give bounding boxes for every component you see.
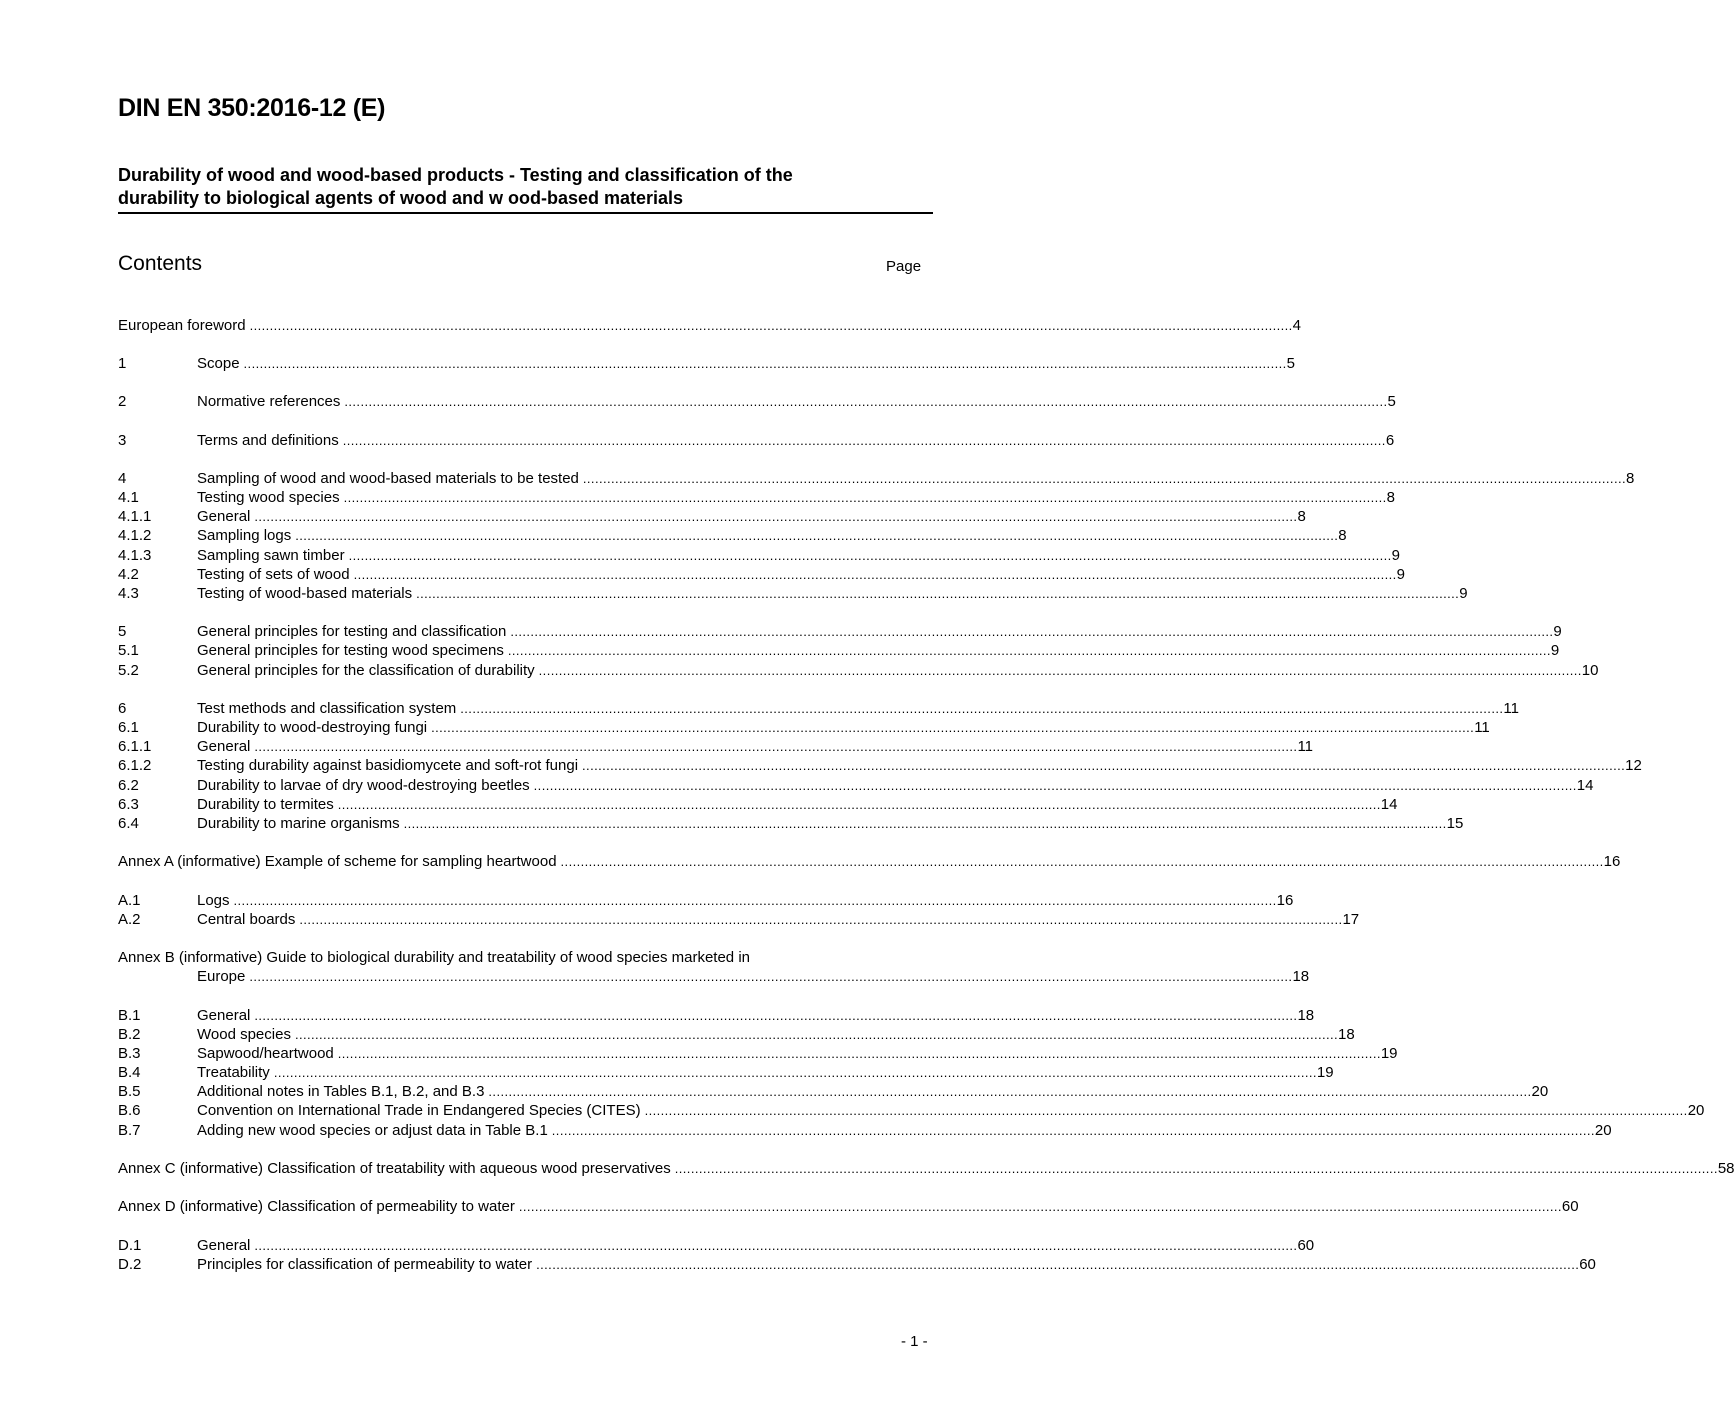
toc-entry-page: 20 bbox=[1531, 1083, 1549, 1100]
toc-entry-line bbox=[197, 488, 1396, 507]
toc-entry-number: 6 bbox=[118, 700, 127, 717]
toc-entry-line bbox=[197, 392, 1396, 411]
toc-entry[interactable] bbox=[118, 1159, 1735, 1178]
toc-entry-title: Durability to wood-destroying fungi bbox=[197, 719, 428, 736]
toc-entry-page: 12 bbox=[1625, 757, 1642, 774]
toc-entry[interactable] bbox=[118, 622, 1562, 641]
toc-entry[interactable] bbox=[118, 1082, 1549, 1101]
toc-entry-line bbox=[197, 756, 1642, 775]
toc-entry-page: 11 bbox=[1503, 700, 1519, 717]
toc-entry-number: A.2 bbox=[118, 911, 141, 928]
toc-entry-line bbox=[118, 316, 1302, 335]
toc-entry-number: 5.2 bbox=[118, 662, 139, 679]
toc-entry-title: Logs bbox=[197, 892, 230, 909]
toc-entry[interactable] bbox=[118, 546, 1400, 565]
toc-entry-line bbox=[197, 1025, 1355, 1044]
toc-entry-line bbox=[197, 584, 1468, 603]
toc-entry-page: 5 bbox=[1286, 355, 1295, 372]
toc-entry-title: Treatability bbox=[197, 1064, 270, 1081]
toc-dot-leader: .................................................................................................................................................................................................................................................................... bbox=[294, 1027, 1339, 1042]
toc-entry-page: 20 bbox=[1687, 1102, 1705, 1119]
toc-entry-number: B.4 bbox=[118, 1064, 141, 1081]
toc-entry-line bbox=[197, 1236, 1315, 1255]
toc-entry-line bbox=[197, 1044, 1398, 1063]
toc-entry-number: D.2 bbox=[118, 1256, 142, 1273]
toc-entry-title: Terms and definitions bbox=[197, 432, 339, 449]
toc-dot-leader: .................................................................................................................................................................................................................................................................... bbox=[353, 567, 1397, 582]
toc-dot-leader: .................................................................................................................................................................................................................................................................... bbox=[299, 912, 1343, 927]
toc-dot-leader: .................................................................................................................................................................................................................................................................... bbox=[337, 1046, 1381, 1061]
toc-entry-number: 6.1.1 bbox=[118, 738, 152, 755]
toc-entry-page: 19 bbox=[1316, 1064, 1334, 1081]
toc-entry-line bbox=[197, 910, 1360, 929]
toc-dot-leader: .................................................................................................................................................................................................................................................................... bbox=[249, 318, 1293, 333]
toc-entry-title: Central boards bbox=[197, 911, 296, 928]
toc-entry-number: B.7 bbox=[118, 1122, 141, 1139]
toc-entry[interactable] bbox=[118, 1121, 1612, 1140]
toc-entry-page: 18 bbox=[1338, 1026, 1355, 1043]
toc-dot-leader: .................................................................................................................................................................................................................................................................... bbox=[510, 624, 1554, 639]
contents-heading: Contents bbox=[118, 252, 203, 275]
toc-entry-title: Sapwood/heartwood bbox=[197, 1045, 334, 1062]
toc-dot-leader: .................................................................................................................................................................................................................................................................... bbox=[507, 643, 1551, 658]
toc-entry[interactable] bbox=[118, 488, 1396, 507]
subtitle-line-1: Durability of wood and wood-based products - Testing and classification of the bbox=[118, 165, 793, 185]
toc-entry-number: 2 bbox=[118, 393, 127, 410]
toc-entry-number: 4.2 bbox=[118, 566, 139, 583]
toc-entry-line bbox=[197, 354, 1295, 373]
toc-entry-number: B.3 bbox=[118, 1045, 141, 1062]
toc-entry-title: Annex A (informative) Example of scheme for sampling heartwood bbox=[118, 853, 557, 870]
toc-dot-leader: .................................................................................................................................................................................................................................................................... bbox=[337, 797, 1381, 812]
toc-entry-line bbox=[197, 431, 1395, 450]
toc-entry-page: 5 bbox=[1387, 393, 1396, 410]
toc-entry-page: 8 bbox=[1338, 527, 1347, 544]
toc-entry[interactable] bbox=[118, 1197, 1579, 1216]
toc-entry-title: Durability to larvae of dry wood-destroying beetles bbox=[197, 777, 530, 794]
toc-entry-title: Wood species bbox=[197, 1026, 291, 1043]
toc-entry-title: Convention on International Trade in Endangered Species (CITES) bbox=[197, 1102, 641, 1119]
toc-dot-leader: .................................................................................................................................................................................................................................................................... bbox=[460, 701, 1504, 716]
toc-entry-line bbox=[197, 661, 1599, 680]
toc-entry-page: 14 bbox=[1576, 777, 1594, 794]
toc-entry-number: 4.1.1 bbox=[118, 508, 152, 525]
toc-dot-leader: .................................................................................................................................................................................................................................................................... bbox=[431, 720, 1475, 735]
document-id: DIN EN 350:2016-12 (E) bbox=[118, 94, 386, 122]
page-column-heading: Page bbox=[886, 258, 922, 275]
toc-entry-number: 4.3 bbox=[118, 585, 139, 602]
toc-entry-title: General principles for the classification of durability bbox=[197, 662, 535, 679]
toc-entry-page: 20 bbox=[1594, 1122, 1612, 1139]
toc-dot-leader: .................................................................................................................................................................................................................................................................... bbox=[488, 1084, 1532, 1099]
toc-entry-number: 4 bbox=[118, 470, 127, 487]
toc-entry-title: Durability to termites bbox=[197, 796, 334, 813]
toc-entry-line bbox=[118, 852, 1621, 871]
toc-dot-leader: .................................................................................................................................................................................................................................................................... bbox=[233, 893, 1277, 908]
toc-entry-page: 4 bbox=[1292, 317, 1302, 334]
toc-entry-line bbox=[197, 469, 1635, 488]
toc-dot-leader: .................................................................................................................................................................................................................................................................... bbox=[403, 816, 1447, 831]
toc-entry[interactable] bbox=[118, 795, 1398, 814]
toc-entry-line bbox=[197, 737, 1314, 756]
toc-dot-leader: .................................................................................................................................................................................................................................................................... bbox=[254, 1008, 1298, 1023]
toc-entry[interactable] bbox=[118, 431, 1395, 450]
toc-entry-title: Principles for classification of permeability to water bbox=[197, 1256, 533, 1273]
toc-entry-number: 1 bbox=[118, 355, 127, 372]
toc-entry-number: 5.1 bbox=[118, 642, 139, 659]
toc-entry[interactable] bbox=[118, 776, 1594, 795]
toc-entry-page: 60 bbox=[1561, 1198, 1579, 1215]
toc-entry[interactable] bbox=[118, 565, 1406, 584]
toc-dot-leader: .................................................................................................................................................................................................................................................................... bbox=[254, 509, 1298, 524]
toc-entry-title-first-line: Annex B (informative) Guide to biological durability and treatability of wood species marketed in bbox=[118, 949, 750, 966]
toc-entry-number: B.1 bbox=[118, 1007, 141, 1024]
toc-entry-line bbox=[197, 622, 1562, 641]
toc-dot-leader: .................................................................................................................................................................................................................................................................... bbox=[538, 663, 1582, 678]
toc-entry-page: 16 bbox=[1603, 853, 1621, 870]
toc-entry-page: 58 bbox=[1717, 1160, 1735, 1177]
toc-entry[interactable] bbox=[118, 1255, 1596, 1274]
toc-entry-page: 8 bbox=[1625, 470, 1635, 487]
subtitle-line-2: durability to biological agents of wood and w ood-based materials bbox=[118, 188, 684, 208]
footer-page-number: - 1 - bbox=[901, 1333, 928, 1350]
toc-entry-page: 60 bbox=[1579, 1256, 1596, 1273]
toc-entry-line bbox=[197, 1082, 1549, 1101]
toc-dot-leader: .................................................................................................................................................................................................................................................................... bbox=[582, 758, 1626, 773]
toc-entry-number: 4.1 bbox=[118, 489, 139, 506]
toc-dot-leader: .................................................................................................................................................................................................................................................................... bbox=[344, 394, 1388, 409]
toc-entry[interactable] bbox=[118, 948, 1310, 986]
toc-entry-number: 4.1.3 bbox=[118, 547, 152, 564]
toc-entry-line bbox=[197, 565, 1406, 584]
toc-entry-title: General bbox=[197, 1007, 251, 1024]
toc-dot-leader: .................................................................................................................................................................................................................................................................... bbox=[348, 548, 1392, 563]
toc-entry-page: 9 bbox=[1396, 566, 1406, 583]
toc-entry-number: 6.4 bbox=[118, 815, 139, 832]
toc-entry-page: 9 bbox=[1550, 642, 1560, 659]
toc-dot-leader: .................................................................................................................................................................................................................................................................... bbox=[644, 1103, 1688, 1118]
toc-entry-page: 11 bbox=[1474, 719, 1490, 736]
toc-entry-number: 6.1.2 bbox=[118, 757, 152, 774]
toc-entry[interactable] bbox=[118, 718, 1490, 737]
toc-entry[interactable] bbox=[118, 891, 1294, 910]
toc-entry-title: Annex C (informative) Classification of treatability with aqueous wood preservatives bbox=[118, 1160, 671, 1177]
toc-dot-leader: .................................................................................................................................................................................................................................................................... bbox=[560, 854, 1604, 869]
toc-entry[interactable] bbox=[118, 1063, 1334, 1082]
toc-entry-title: General bbox=[197, 508, 251, 525]
toc-entry-page: 8 bbox=[1297, 508, 1306, 525]
toc-dot-leader: .................................................................................................................................................................................................................................................................... bbox=[254, 1238, 1298, 1253]
toc-entry-title: Testing durability against basidiomycete and soft-rot fungi bbox=[197, 757, 579, 774]
toc-entry-title: Europe bbox=[197, 968, 246, 985]
toc-entry[interactable] bbox=[118, 1236, 1315, 1255]
toc-entry-page: 9 bbox=[1459, 585, 1468, 602]
toc-dot-leader: .................................................................................................................................................................................................................................................................... bbox=[551, 1123, 1595, 1138]
toc-entry[interactable] bbox=[118, 316, 1302, 335]
toc-entry-number: B.2 bbox=[118, 1026, 141, 1043]
toc-entry[interactable] bbox=[118, 1006, 1315, 1025]
toc-entry-page: 60 bbox=[1297, 1237, 1315, 1254]
toc-entry-page: 9 bbox=[1391, 547, 1400, 564]
toc-entry-title: Scope bbox=[197, 355, 240, 372]
toc-entry-number: D.1 bbox=[118, 1237, 142, 1254]
toc-entry[interactable] bbox=[118, 584, 1468, 603]
toc-dot-leader: .................................................................................................................................................................................................................................................................... bbox=[273, 1065, 1317, 1080]
toc-entry-page: 14 bbox=[1380, 796, 1398, 813]
toc-entry-page: 18 bbox=[1297, 1007, 1315, 1024]
toc-entry-title: General bbox=[197, 1237, 251, 1254]
toc-entry-page: 18 bbox=[1292, 968, 1310, 985]
toc-entry-page: 19 bbox=[1380, 1045, 1398, 1062]
toc-entry-title: Durability to marine organisms bbox=[197, 815, 400, 832]
toc-entry-line bbox=[197, 526, 1347, 545]
toc-entry-number: B.6 bbox=[118, 1102, 141, 1119]
toc-entry-line bbox=[197, 795, 1398, 814]
toc-entry-title: Normative references bbox=[197, 393, 341, 410]
toc-entry-title: Sampling logs bbox=[197, 527, 292, 544]
toc-dot-leader: .................................................................................................................................................................................................................................................................... bbox=[249, 969, 1293, 984]
toc-dot-leader: .................................................................................................................................................................................................................................................................... bbox=[254, 739, 1298, 754]
toc-entry[interactable] bbox=[118, 699, 1519, 718]
toc-entry[interactable] bbox=[118, 1101, 1705, 1120]
toc-entry-number: 3 bbox=[118, 432, 127, 449]
toc-entry[interactable] bbox=[118, 1025, 1355, 1044]
toc-dot-leader: .................................................................................................................................................................................................................................................................... bbox=[343, 490, 1387, 505]
toc-dot-leader: .................................................................................................................................................................................................................................................................... bbox=[533, 778, 1577, 793]
toc-entry-number: 6.3 bbox=[118, 796, 139, 813]
toc-entry-title: Testing wood species bbox=[197, 489, 340, 506]
toc-entry-line bbox=[197, 1121, 1612, 1140]
toc-entry-title: Additional notes in Tables B.1, B.2, and B.3 bbox=[197, 1083, 485, 1100]
toc-entry-line bbox=[197, 891, 1294, 910]
toc-entry-title: Sampling of wood and wood-based materials to be tested bbox=[197, 470, 579, 487]
toc-entry[interactable] bbox=[118, 507, 1306, 526]
toc-entry-line bbox=[197, 1101, 1705, 1120]
toc-dot-leader: .................................................................................................................................................................................................................................................................... bbox=[536, 1257, 1580, 1272]
toc-dot-leader: .................................................................................................................................................................................................................................................................... bbox=[295, 528, 1339, 543]
toc-entry-page: 8 bbox=[1386, 489, 1396, 506]
toc-entry-title: Testing of wood-based materials bbox=[197, 585, 413, 602]
toc-entry-title: Annex D (informative) Classification of permeability to water bbox=[118, 1198, 515, 1215]
toc-entry-title: General bbox=[197, 738, 251, 755]
toc-dot-leader: .................................................................................................................................................................................................................................................................... bbox=[243, 356, 1287, 371]
toc-entry[interactable] bbox=[118, 910, 1360, 929]
toc-entry[interactable] bbox=[118, 756, 1642, 775]
toc-entry-page: 11 bbox=[1297, 738, 1314, 755]
toc-entry-number: A.1 bbox=[118, 892, 141, 909]
toc-entry-line bbox=[197, 1255, 1596, 1274]
toc-entry-page: 17 bbox=[1342, 911, 1360, 928]
toc-entry[interactable] bbox=[118, 526, 1347, 545]
toc-dot-leader: .................................................................................................................................................................................................................................................................... bbox=[674, 1161, 1718, 1176]
document-subtitle bbox=[118, 164, 933, 214]
toc-entry-line bbox=[197, 507, 1306, 526]
toc-entry-line bbox=[197, 776, 1594, 795]
toc-entry-title: Testing of sets of wood bbox=[197, 566, 350, 583]
toc-entry[interactable] bbox=[118, 814, 1464, 833]
toc-entry-line bbox=[197, 699, 1519, 718]
toc-entry-line bbox=[197, 1063, 1334, 1082]
toc-dot-leader: .................................................................................................................................................................................................................................................................... bbox=[518, 1199, 1562, 1214]
toc-entry-line bbox=[197, 641, 1560, 660]
toc-entry-page: 9 bbox=[1553, 623, 1562, 640]
toc-entry-line bbox=[197, 967, 1310, 986]
toc-entry-line bbox=[197, 718, 1490, 737]
toc-entry-title: Adding new wood species or adjust data in Table B.1 bbox=[197, 1122, 548, 1139]
toc-dot-leader: .................................................................................................................................................................................................................................................................... bbox=[416, 586, 1460, 601]
toc-entry[interactable] bbox=[118, 469, 1635, 488]
toc-entry[interactable] bbox=[118, 852, 1621, 871]
toc-entry[interactable] bbox=[118, 737, 1314, 756]
toc-entry-line bbox=[118, 1159, 1735, 1178]
toc-entry[interactable] bbox=[118, 354, 1295, 373]
toc-entry-number: B.5 bbox=[118, 1083, 141, 1100]
toc-dot-leader: .................................................................................................................................................................................................................................................................... bbox=[582, 471, 1626, 486]
toc-entry-title: General principles for testing wood specimens bbox=[197, 642, 504, 659]
toc-entry-title: Test methods and classification system bbox=[197, 700, 457, 717]
toc-entry-line bbox=[197, 814, 1464, 833]
toc-entry-page: 16 bbox=[1276, 892, 1294, 909]
toc-entry-title: European foreword bbox=[118, 317, 246, 334]
toc-entry-number: 5 bbox=[118, 623, 127, 640]
toc-entry-title: Sampling sawn timber bbox=[197, 547, 345, 564]
toc-entry[interactable] bbox=[118, 392, 1396, 411]
toc-entry-page: 10 bbox=[1581, 662, 1599, 679]
toc-entry[interactable] bbox=[118, 661, 1599, 680]
toc-entry-line bbox=[197, 546, 1400, 565]
toc-entry[interactable] bbox=[118, 641, 1560, 660]
toc-entry-page: 15 bbox=[1446, 815, 1464, 832]
toc-entry-line bbox=[197, 1006, 1315, 1025]
toc-entry-number: 6.2 bbox=[118, 777, 139, 794]
toc-entry-page: 6 bbox=[1385, 432, 1395, 449]
toc-entry-line bbox=[118, 1197, 1579, 1216]
toc-entry-number: 6.1 bbox=[118, 719, 139, 736]
toc-entry-title: General principles for testing and classification bbox=[197, 623, 507, 640]
toc-dot-leader: .................................................................................................................................................................................................................................................................... bbox=[342, 433, 1386, 448]
toc-entry[interactable] bbox=[118, 1044, 1398, 1063]
toc-entry-number: 4.1.2 bbox=[118, 527, 152, 544]
